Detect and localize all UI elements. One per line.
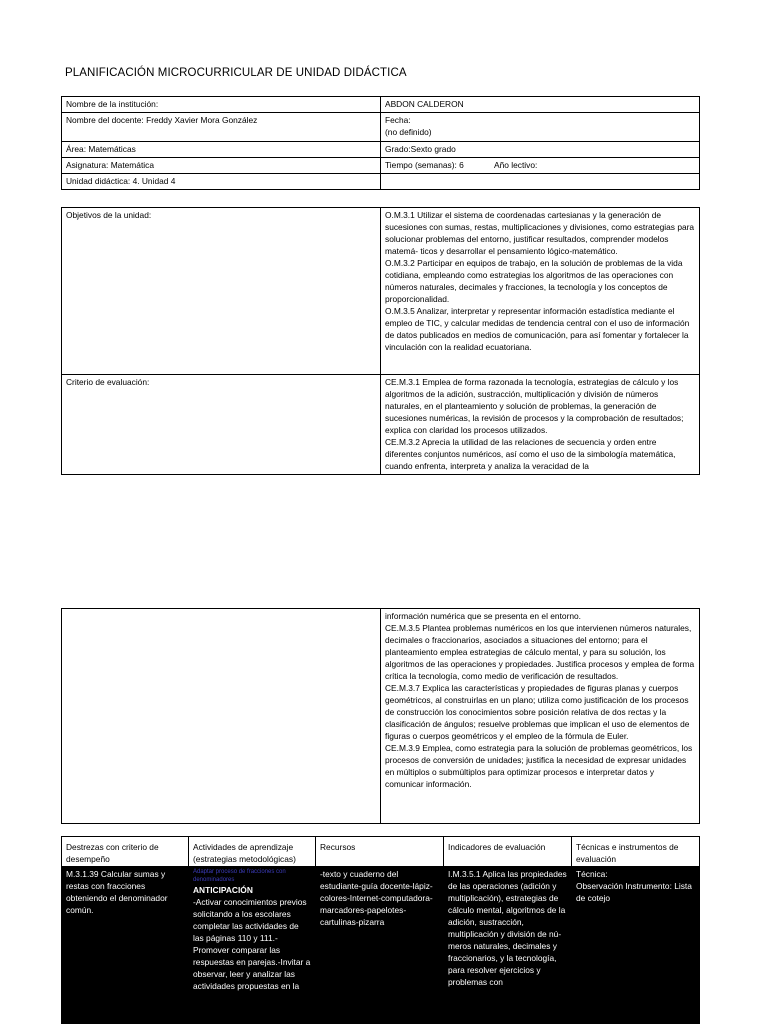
date-cell [381,113,700,142]
objective-item: O.M.3.1 Utilizar el sistema de coordenadas cartesianas y la generación de sucesiones con sumas, restas, multiplicaciones y divisiones, como estrategias para solucionar problemas del entorno, justificar resultados, comprender modelos matemá- ticos y desarrollar el pensamiento lógico-matemático. [385,210,695,256]
teacher-label: Nombre del docente: Freddy Xavier Mora González [62,113,381,142]
indicadores-cell [444,867,572,1024]
header-destrezas: Destrezas con criterio de desempeño [62,837,189,867]
objectives-table [61,207,700,475]
criteria-continued-empty [62,609,381,824]
date-value: (no definido) [385,127,432,137]
actividades-cell [189,867,316,1024]
info-table [61,96,700,190]
unit-label: Unidad didáctica: 4. Unidad 4 [62,174,381,190]
objectives-list [381,208,700,375]
objectives-label: Objetivos de la unidad: [62,208,381,375]
criteria-item: CE.M.3.9 Emplea, como estrategia para la solución de problemas geométricos, los procesos de conversión de unidades; justifica la necesidad de expresar unidades en múltiplos o submúltiplos para optimizar procesos e interpretar datos y comunicar información. [385,743,693,789]
header-recursos: Recursos [316,837,444,867]
page-title: PLANIFICACIÓN MICROCURRICULAR DE UNIDAD DIDÁCTICA [65,67,407,79]
recursos-cell [316,867,444,1024]
criteria-item: CE.M.3.7 Explica las características y propiedades de figuras planas y cuerpos geométricos, al construirlas en un plano; utiliza como justificación de los procesos de construcción los conocimientos sobre posición relativa de dos rectas y la clasificación de ángulos; resuelve problemas que implican el uso de elementos de figuras o cuerpos geométricos y el empleo de la fórmula de Euler. [385,683,690,741]
institution-value: ABDON CALDERON [381,97,700,113]
recursos-text: -texto y cuaderno del estudiante-guía docente-lápiz-colores-Internet-computadora-marcadores-papelotes-cartulinas-pizarra [320,869,433,927]
tecnica-label: Técnica: [576,869,608,879]
criteria-continued-table [61,608,700,824]
objective-item: O.M.3.5 Analizar, interpretar y representar información estadística mediante el empleo de TIC, y calcular medidas de tendencia central con el uso de información de datos publicados en medios de comunicación, para así fomentar y fortalecer la vinculación con la realidad ecuatoriana. [385,306,690,352]
planning-table [61,836,700,1024]
criteria-continued-list [381,609,700,824]
subject-label: Asignatura: Matemática [62,158,381,174]
area-label: Área: Matemáticas [62,142,381,158]
date-label: Fecha: [385,115,411,125]
criteria-label: Criterio de evaluación: [62,375,381,475]
criteria-item: CE.M.3.5 Plantea problemas numéricos en los que intervienen números naturales, decimales o fraccionarios, asociados a situaciones del entorno; para el planteamiento emplea estrategias de cálculo mental, y para su solución, los algoritmos de las operaciones y propiedades. Justifica procesos y emplea de forma crítica la tecnología, como medio de verificación de resultados. [385,623,695,681]
criteria-item: información numérica que se presenta en el entorno. [385,611,581,621]
objective-item: O.M.3.2 Participar en equipos de trabajo, en la solución de problemas de la vida cotidiana, empleando como estrategias los algoritmos de las operaciones con números naturales, decimales y fracciones, la tecnología y los conceptos de proporcionalidad. [385,258,683,304]
school-year-label: Año lectivo: [494,160,538,170]
actividades-note: Adaptar proceso de fracciones con denominadores [193,869,286,883]
header-actividades: Actividades de aprendizaje (estrategias metodológicas) [189,837,316,867]
destreza-text: M.3.1.39 Calcular sumas y restas con fracciones obteniendo el denominador común. [66,869,168,915]
criteria-list [381,375,700,475]
unit-value [381,174,700,190]
destreza-cell [62,867,189,1024]
institution-label: Nombre de la institución: [62,97,381,113]
header-tecnicas: Técnicas e instrumentos de evaluación [572,837,700,867]
criteria-item: CE.M.3.2 Aprecia la utilidad de las relaciones de secuencia y orden entre diferentes conjuntos numéricos, así como el uso de la simbología matemática, cuando enfrenta, interpreta y analiza la veracidad de la [385,437,676,471]
grade-label: Grado:Sexto grado [381,142,700,158]
tecnica-value: Observación Instrumento: Lista de cotejo [576,881,692,903]
indicadores-text: I.M.3.5.1 Aplica las propiedades de las operaciones (adición y multiplicación), estrategias de cálculo mental, algoritmos de la adición, sustracción, multiplicación y división de nú- meros naturales, decimales y fraccionarios, y la tecnología, para resolver ejercicios y problemas con [448,869,567,987]
criteria-item: CE.M.3.1 Emplea de forma razonada la tecnología, estrategias de cálculo y los algoritmos de la adición, sustracción, multiplicación y división de números naturales, en el planteamiento y solución de problemas, la generación de sucesiones numéricas, la revisión de procesos y la comprobación de resultados; explica con claridad los procesos utilizados. [385,377,684,435]
actividades-heading: ANTICIPACIÓN [193,885,253,895]
time-cell [381,158,700,174]
header-indicadores: Indicadores de evaluación [444,837,572,867]
time-label: Tiempo (semanas): 6 [385,160,464,170]
actividades-text: -Activar conocimientos previos solicitando a los escolares completar las actividades de las páginas 110 y 111.-Promover comparar las respuestas en parejas.-Invitar a observar, leer y analizar las actividades propuestas en la [193,897,311,991]
tecnicas-cell [572,867,700,1024]
